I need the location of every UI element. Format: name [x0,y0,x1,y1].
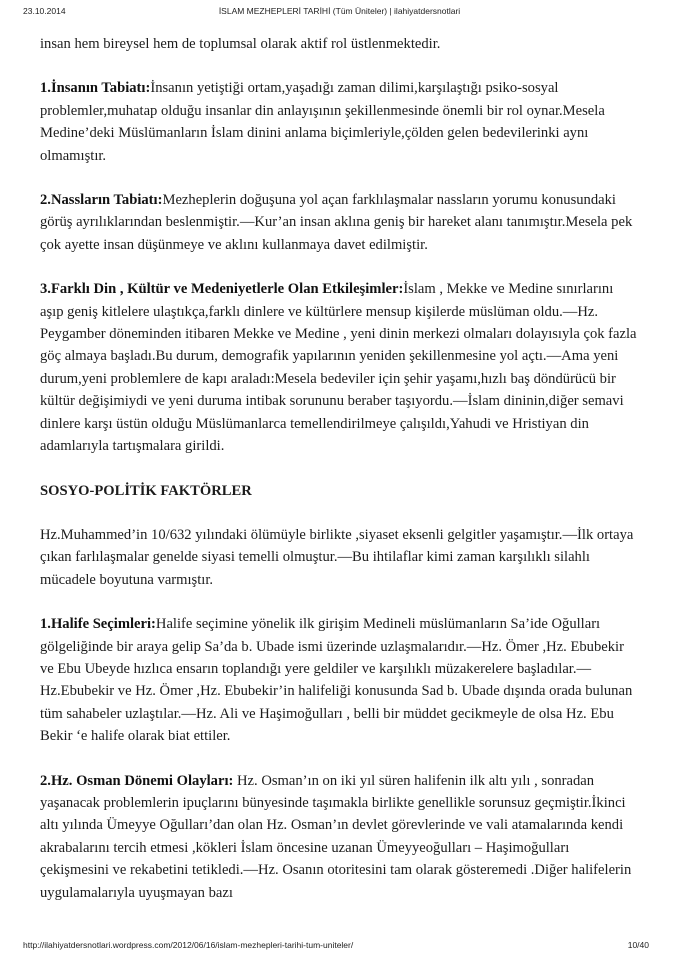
page-number: 10/40 [627,940,649,950]
section-title: 2.Hz. Osman Dönemi Olayları: [40,772,234,789]
section-nasslarin-tabiati [40,189,640,256]
section-title: 3.Farklı Din , Kültür ve Medeniyetlerle Olan Etkileşimler: [40,281,404,298]
section-title: 1.İnsanın Tabiatı: [40,80,151,97]
section-text: Hz. Osman’ın on iki yıl süren halifenin ilk altı yılı , sonradan yaşanacak problemlerin ipuçlarını bünyesinde taşımakla birlikte genellikle sorunsuz geçmiştir.İkinci altı yılında Ümeyye Oğulları’dan olan Hz. Osman’ın devlet görevlerinde ve vali atamalarında kendi akrabalarını tercih etmesi ,kökleri İslam öncesine uzanan Ümeyyeoğulları – Haşimoğulları çekişmesini ve rekabetini tetikledi.—Hz. Osanın otoritesini tam olarak gösteremedi .Diğer halifelerin uygulamalarıyla uyuşmayan bazı [40,772,632,901]
print-header [23,6,656,20]
section-title: 2.Nassların Tabiatı: [40,192,163,209]
section-title: 1.Halife Seçimleri: [40,616,156,633]
heading-sosyo-politik: SOSYO-POLİTİK FAKTÖRLER [40,482,252,499]
page-url: http://ilahiyatdersnotlari.wordpress.com/2012/06/16/islam-mezhepleri-tarihi-tum-uniteler/ [23,940,354,950]
print-title: İSLAM MEZHEPLERİ TARİHİ (Tüm Üniteler) | ilahiyatdersnotlari [218,6,461,16]
print-date: 23.10.2014 [23,6,66,16]
section-text: Mezheplerin doğuşuna yol açan farklılaşmalar nassların yorumu konusundaki görüş ayrılıklarından beslenmiştir.—Kur’an insan aklına geniş bir hareket alanı tanımıştır.Mesela pek çok ayette insan düşünmeye ve aklını kullanmaya davet edilmiştir. [40,192,633,253]
article-body [40,33,640,926]
section-etkilesimler [40,278,640,457]
section-text: İnsanın yetiştiği ortam,yaşadığı zaman dilimi,karşılaştığı psiko-sosyal problemler,muhatap olduğu insanlar din anlayışının şekillenmesinde önemli bir rol oynar.Mesela Medine’deki Müslümanların İslam dinini anlama biçimleriyle,çölden gelen bedevilerinki aynı olmamıştır. [40,80,605,164]
section-osman-donemi [40,770,640,904]
print-footer [23,940,649,954]
section-text: İslam , Mekke ve Medine sınırlarını aşıp geniş kitlelere ulaştıkça,farklı dinlere ve kültürlere mensup kişilerde müslüman oldu.—Hz. Peygamber döneminden itibaren Mekke ve Medine , yeni dinin merkezi olmaları dolayısıyla çok fazla göç almaya başladı.Bu durum, demografik yapılarının yeniden şekillenmesine yol açtı.—Ama yeni durum,yeni problemlere de kapı araladı:Mesela bedeviler için şehir yaşamı,hızlı baş döndürücü bir kültür değişimiydi ve yeni duruma intibak sorununu beraber taşıyordu.—İslam dininin,diğer semavi dinlere karşı üstün olduğu Müslümanlarca temellendirilmeye çalışıldı,Yahudi ve Hristiyan din adamlarıyla tartışmalara girildi. [40,281,637,455]
section-insanin-tabiati [40,77,640,167]
section-text: Halife seçimine yönelik ilk girişim Medineli müslümanların Sa’ide Oğulları gölgeliğinde bir araya gelip Sa’da b. Ubade ismi üzerinde uzlaşmalarıdır.—Hz. Ömer ,Hz. Ebubekir ve Ebu Ubeyde hızlıca ensarın toplandığı yere geldiler ve karşılıklı müzakerelere başladılar.—Hz.Ebubekir ve Hz. Ömer ,Hz. Ebubekir’in halifeliği konusunda Sad b. Ubade dışında orada bulunan tüm sahabeler uzlaştılar.—Hz. Ali ve Haşimoğulları , belli bir müddet gecikmeyle de olsa Hz. Ebu Bekir ‘e halife olarak biat ettiler. [40,616,633,745]
intro-paragraph: insan hem bireysel hem de toplumsal olarak aktif rol üstlenmektedir. [40,36,441,52]
paragraph-sosyo-politik: Hz.Muhammed’in 10/632 yılındaki ölümüyle birlikte ,siyaset eksenli gelgitler yaşamıştır.—İlk ortaya çıkan farlılaşmalar genelde siyasi temelli olmuştur.—Bu ihtilaflar kimi zaman karşılıklı silahlı mücadele boyutuna varmıştır. [40,526,634,588]
section-halife-secimleri [40,613,640,747]
